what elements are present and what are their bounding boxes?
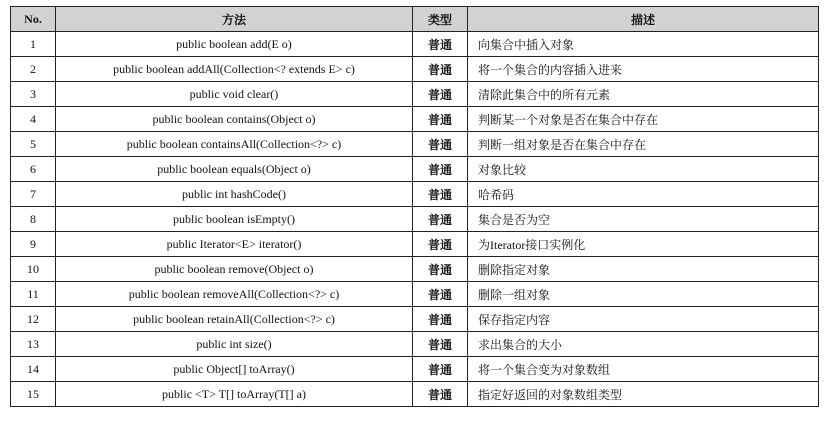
- method-signature: public boolean isEmpty(): [56, 207, 413, 232]
- method-signature: public boolean equals(Object o): [56, 157, 413, 182]
- method-description: 清除此集合中的所有元素: [468, 82, 819, 107]
- method-description: 将一个集合的内容插入进来: [468, 57, 819, 82]
- row-number: 12: [11, 307, 56, 332]
- collection-methods-table: [10, 6, 819, 407]
- table-row: [11, 82, 819, 107]
- table-row: [11, 357, 819, 382]
- row-number: 6: [11, 157, 56, 182]
- method-description: 删除指定对象: [468, 257, 819, 282]
- method-type: 普通: [413, 382, 468, 407]
- table-row: [11, 132, 819, 157]
- row-number: 3: [11, 82, 56, 107]
- method-type: 普通: [413, 57, 468, 82]
- method-description: 为Iterator接口实例化: [468, 232, 819, 257]
- table-header: [11, 7, 819, 32]
- table-row: [11, 182, 819, 207]
- table-body: [11, 32, 819, 407]
- method-description: 判断一组对象是否在集合中存在: [468, 132, 819, 157]
- row-number: 10: [11, 257, 56, 282]
- method-signature: public boolean add(E o): [56, 32, 413, 57]
- method-signature: public boolean contains(Object o): [56, 107, 413, 132]
- method-type: 普通: [413, 357, 468, 382]
- method-signature: public Object[] toArray(): [56, 357, 413, 382]
- row-number: 1: [11, 32, 56, 57]
- row-number: 9: [11, 232, 56, 257]
- method-signature: public <T> T[] toArray(T[] a): [56, 382, 413, 407]
- method-description: 指定好返回的对象数组类型: [468, 382, 819, 407]
- method-description: 集合是否为空: [468, 207, 819, 232]
- method-signature: public boolean retainAll(Collection<?> c): [56, 307, 413, 332]
- table-row: [11, 307, 819, 332]
- method-description: 向集合中插入对象: [468, 32, 819, 57]
- method-description: 哈希码: [468, 182, 819, 207]
- method-type: 普通: [413, 257, 468, 282]
- method-signature: public boolean addAll(Collection<? extends E> c): [56, 57, 413, 82]
- row-number: 7: [11, 182, 56, 207]
- method-description: 保存指定内容: [468, 307, 819, 332]
- table-row: [11, 232, 819, 257]
- row-number: 11: [11, 282, 56, 307]
- method-type: 普通: [413, 207, 468, 232]
- method-description: 对象比较: [468, 157, 819, 182]
- method-type: 普通: [413, 157, 468, 182]
- method-type: 普通: [413, 232, 468, 257]
- table-row: [11, 107, 819, 132]
- row-number: 2: [11, 57, 56, 82]
- method-type: 普通: [413, 132, 468, 157]
- row-number: 14: [11, 357, 56, 382]
- table-row: [11, 57, 819, 82]
- header-method: 方法: [56, 7, 413, 32]
- method-description: 判断某一个对象是否在集合中存在: [468, 107, 819, 132]
- method-type: 普通: [413, 332, 468, 357]
- method-signature: public boolean remove(Object o): [56, 257, 413, 282]
- method-signature: public Iterator<E> iterator(): [56, 232, 413, 257]
- method-type: 普通: [413, 32, 468, 57]
- method-signature: public int size(): [56, 332, 413, 357]
- header-type: 类型: [413, 7, 468, 32]
- method-type: 普通: [413, 107, 468, 132]
- method-signature: public void clear(): [56, 82, 413, 107]
- table-row: [11, 207, 819, 232]
- header-row: [11, 7, 819, 32]
- table-row: [11, 382, 819, 407]
- method-type: 普通: [413, 282, 468, 307]
- method-description: 求出集合的大小: [468, 332, 819, 357]
- row-number: 13: [11, 332, 56, 357]
- method-type: 普通: [413, 307, 468, 332]
- method-type: 普通: [413, 182, 468, 207]
- method-signature: public int hashCode(): [56, 182, 413, 207]
- row-number: 5: [11, 132, 56, 157]
- table-row: [11, 282, 819, 307]
- method-description: 删除一组对象: [468, 282, 819, 307]
- row-number: 4: [11, 107, 56, 132]
- table-row: [11, 257, 819, 282]
- method-description: 将一个集合变为对象数组: [468, 357, 819, 382]
- method-type: 普通: [413, 82, 468, 107]
- header-no: No.: [11, 7, 56, 32]
- row-number: 8: [11, 207, 56, 232]
- method-signature: public boolean containsAll(Collection<?> c): [56, 132, 413, 157]
- table-row: [11, 332, 819, 357]
- table-row: [11, 157, 819, 182]
- table-row: [11, 32, 819, 57]
- method-signature: public boolean removeAll(Collection<?> c): [56, 282, 413, 307]
- row-number: 15: [11, 382, 56, 407]
- header-description: 描述: [468, 7, 819, 32]
